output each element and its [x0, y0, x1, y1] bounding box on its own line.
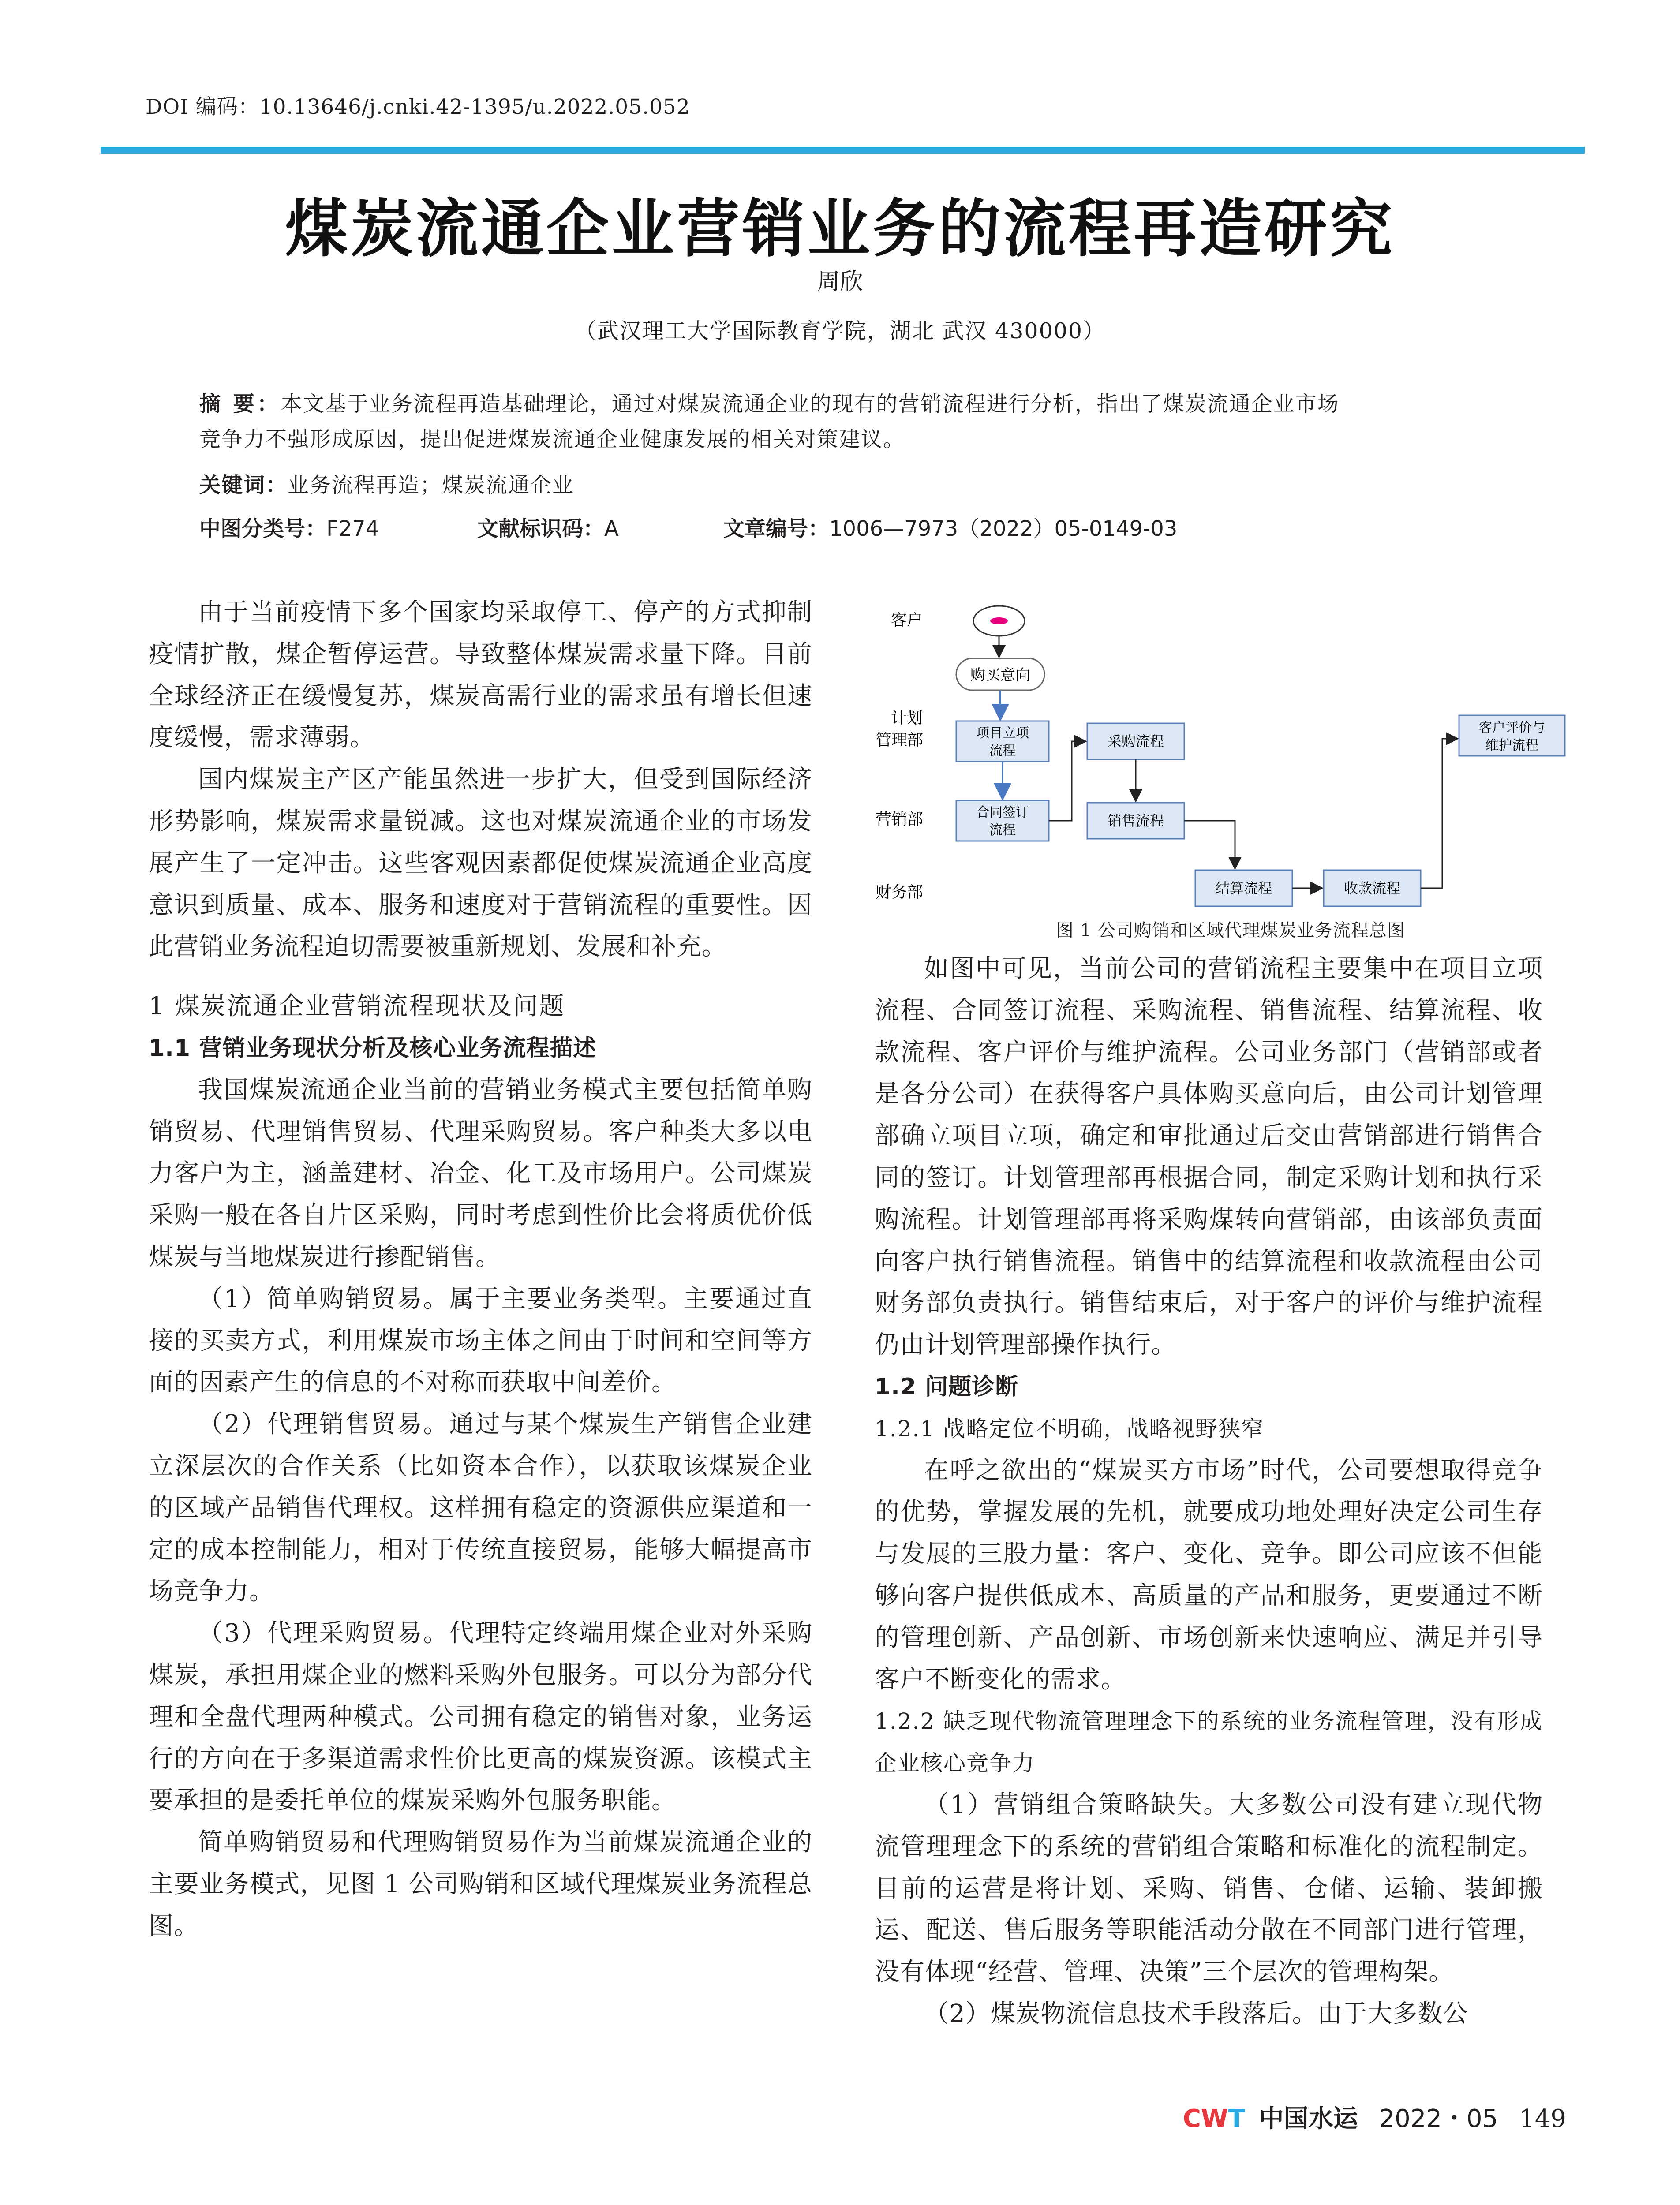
node-contract-label: 合同签订 — [976, 805, 1029, 820]
paragraph: （2）煤炭物流信息技术手段落后。由于大多数公 — [924, 1999, 1468, 2028]
left-column — [149, 592, 812, 1947]
header-rule — [101, 147, 1585, 154]
paragraph: 我国煤炭流通企业当前的营销业务模式主要包括简单购销贸易、代理销售贸易、代理采购贸易。客户种类大多以电力客户为主，涵盖建材、冶金、化工及市场用户。公司煤炭采购一般在各自片区采购，同时考虑到性价比会将质优价低煤炭与当地煤炭进行掺配销售。 — [149, 1075, 812, 1271]
paragraph: （3）代理采购贸易。代理特定终端用煤企业对外采购煤炭，承担用煤企业的燃料采购外包服务。可以分为部分代理和全盘代理两种模式。公司拥有稳定的销售对象，业务运行的方向在于多渠道需求性价比更高的煤炭资源。该模式主要承担的是委托单位的煤炭采购外包服务职能。 — [149, 1619, 812, 1815]
node-purchase-label: 采购流程 — [1107, 733, 1164, 750]
doc-value: A — [604, 516, 619, 541]
section-heading: 1 煤炭流通企业营销流程现状及问题 — [149, 992, 565, 1021]
abstract — [199, 386, 1478, 422]
journal-name: 中国水运 — [1259, 2104, 1358, 2133]
art-label: 文章编号： — [723, 516, 830, 541]
node-review-label-2: 维护流程 — [1485, 738, 1538, 753]
row-label-planning-b: 管理部 — [876, 731, 924, 749]
paragraph: 由于当前疫情下多个国家均采取停工、停产的方式抑制疫情扩散，煤企暂停运营。导致整体煤炭需求量下降。目前全球经济正在缓慢复苏，煤炭高需行业的需求虽有增长但速度缓慢，需求薄弱。 — [149, 598, 812, 752]
node-project-label: 项目立项 — [976, 725, 1029, 741]
flow-diagram — [873, 587, 1588, 948]
doi-header: DOI 编码：10.13646/j.cnki.42-1395/u.2022.05.052 — [146, 95, 690, 119]
paragraph: 在呼之欲出的“煤炭买方市场”时代，公司要想取得竞争的优势，掌握发展的先机，就要成功地处理好决定公司生存与发展的三股力量：客户、变化、竞争。即公司应该不但能够向客户提供低成本、高质量的产品和服务，更要通过不断的管理创新、产品创新、市场创新来快速响应、满足并引导客户不断变化的需求。 — [875, 1456, 1543, 1694]
node-review-label: 客户评价与 — [1479, 720, 1545, 736]
paper-title: 煤炭流通企业营销业务的流程再造研究 — [285, 193, 1395, 265]
art-value: 1006—7973（2022）05-0149-03 — [829, 516, 1178, 541]
keywords — [199, 467, 1478, 503]
edge-sales-settle — [1184, 821, 1235, 869]
row-label-planning-a: 计划 — [891, 709, 923, 727]
paragraph: 简单购销贸易和代理购销贸易作为当前煤炭流通企业的主要业务模式，见图 1 公司购销和区域代理煤炭业务流程总图。 — [149, 1828, 812, 1940]
edge-collect-review — [1421, 739, 1458, 888]
paragraph: （1）营销组合策略缺失。大多数公司没有建立现代物流管理理念下的系统的营销组合策略和标准化的流程制定。目前的运营是将计划、采购、销售、仓储、运输、装卸搬运、配送、售后服务等职能活动分散在不同部门进行管理，没有体现“经营、管理、决策”三个层次的管理构架。 — [875, 1790, 1543, 1987]
author: 周欣 — [817, 269, 863, 295]
clc-label: 中图分类号： — [199, 516, 327, 541]
clc-value: F274 — [326, 516, 379, 541]
abstract-label: 摘 要： — [199, 392, 281, 416]
row-label-planning — [891, 709, 923, 727]
node-project-label-2: 流程 — [989, 743, 1016, 759]
doc-code — [477, 512, 619, 542]
node-sales-label: 销售流程 — [1107, 812, 1164, 829]
article-no — [723, 512, 1177, 542]
clc — [199, 512, 379, 542]
abstract-text: 本文基于业务流程再造基础理论，通过对煤炭流通企业的现有的营销流程进行分析，指出了煤炭流通企业市场 — [281, 392, 1340, 416]
subsection-heading: 1.2 问题诊断 — [875, 1373, 1019, 1400]
subsubsection-heading: 1.2.2 缺乏现代物流管理理念下的系统的业务流程管理，没有形成企业核心竞争力 — [875, 1708, 1543, 1776]
node-collect-label: 收款流程 — [1343, 880, 1401, 897]
keywords-label: 关键词： — [199, 473, 288, 497]
page-number: 149 — [1519, 2104, 1566, 2133]
journal-issue: 2022・05 — [1379, 2104, 1498, 2133]
paragraph: （1）简单购销贸易。属于主要业务类型。主要通过直接的买卖方式，利用煤炭市场主体之间由于时间和空间等方面的因素产生的信息的不对称而获取中间差价。 — [149, 1284, 812, 1397]
right-column — [875, 948, 1543, 2035]
subsection-heading: 1.1 营销业务现状分析及核心业务流程描述 — [149, 1035, 597, 1061]
node-settle-label: 结算流程 — [1215, 880, 1272, 897]
subsubsection-heading: 1.2.1 战略定位不明确，战略视野狭窄 — [875, 1416, 1265, 1442]
journal-logo-cw: CW — [1182, 2104, 1228, 2133]
flow-diagram-svg — [873, 587, 1588, 913]
abstract-text-2: 竞争力不强形成原因，提出促进煤炭流通企业健康发展的相关对策建议。 — [199, 427, 905, 452]
footer — [1183, 2099, 1566, 2134]
paragraph: （2）代理销售贸易。通过与某个煤炭生产销售企业建立深层次的合作关系（比如资本合作），以获取该煤炭企业的区域产品销售代理权。这样拥有稳定的资源供应渠道和一定的成本控制能力，相对于传统直接贸易，能够大幅提高市场竞争力。 — [149, 1410, 812, 1606]
node-contract-label-2: 流程 — [989, 822, 1016, 838]
start-dot — [990, 617, 1008, 624]
abstract-line2 — [199, 422, 1478, 457]
row-label-sales: 营销部 — [876, 811, 924, 829]
journal-logo-t: T — [1228, 2104, 1245, 2133]
row-label-finance: 财务部 — [876, 883, 924, 901]
node-buy-intent-label: 购买意向 — [970, 666, 1030, 684]
doc-label: 文献标识码： — [477, 516, 605, 541]
paragraph: 如图中可见，当前公司的营销流程主要集中在项目立项流程、合同签订流程、采购流程、销售流程、结算流程、收款流程、客户评价与维护流程。公司业务部门（营销部或者是各分公司）在获得客户具体购买意向后，由公司计划管理部确立项目立项，确定和审批通过后交由营销部进行销售合同的签订。计划管理部再根据合同，制定采购计划和执行采购流程。计划管理部再将采购煤转向营销部，由该部负责面向客户执行销售流程。销售中的结算流程和收款流程由公司财务部负责执行。销售结束后，对于客户的评价与维护流程仍由计划管理部操作执行。 — [875, 954, 1543, 1360]
row-label-customer: 客户 — [891, 611, 923, 629]
paragraph: 国内煤炭主产区产能虽然进一步扩大，但受到国际经济形势影响，煤炭需求量锐减。这也对煤炭流通企业的市场发展产生了一定冲击。这些客观因素都促使煤炭流通企业高度意识到质量、成本、服务和速度对于营销流程的重要性。因此营销业务流程迫切需要被重新规划、发展和补充。 — [149, 765, 812, 961]
keywords-text: 业务流程再造；煤炭流通企业 — [288, 473, 575, 497]
affiliation: （武汉理工大学国际教育学院，湖北 武汉 430000） — [574, 318, 1106, 344]
figure-caption: 图 1 公司购销和区域代理煤炭业务流程总图 — [1056, 920, 1405, 941]
edge-contract-purchase — [1049, 741, 1086, 821]
